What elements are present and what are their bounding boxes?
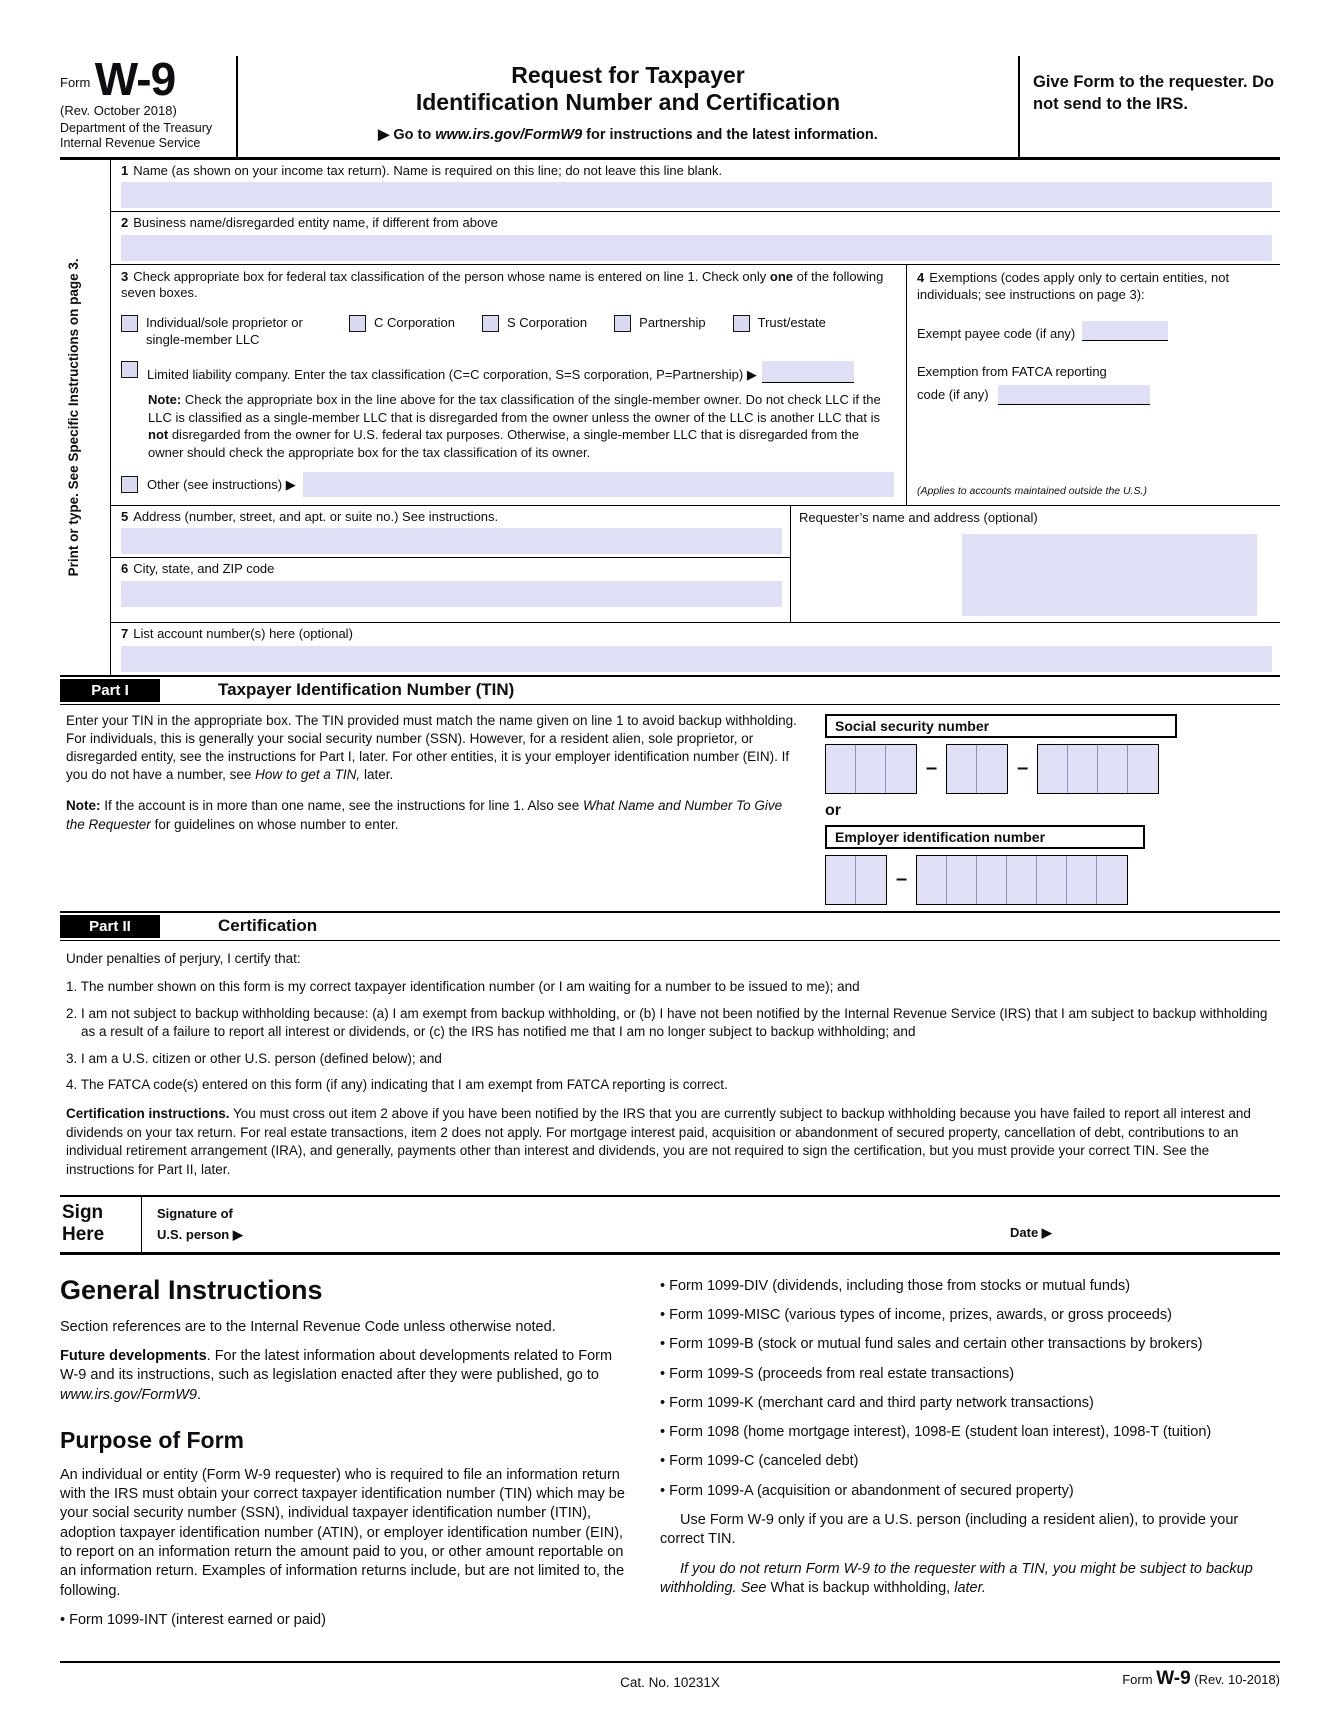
goto-arrow-icon: ▶ Go to xyxy=(378,127,436,144)
line6-number: 6 xyxy=(121,561,129,577)
part-i-title: Taxpayer Identification Number (TIN) xyxy=(218,680,515,700)
ein-cell[interactable] xyxy=(826,856,856,904)
form-title-block xyxy=(238,56,1018,157)
ein-cell[interactable] xyxy=(1007,856,1037,904)
exempt-payee-label: Exempt payee code (if any) xyxy=(917,326,1076,342)
checkbox-s-corporation-label: S Corporation xyxy=(506,315,588,331)
bullet-1099-int: • Form 1099-INT (interest earned or paid) xyxy=(60,1611,326,1628)
line3-label-a: Check appropriate box for federal tax classification of the person whose name is entered on line 1. Check only xyxy=(133,268,770,284)
tin-para2-bold: Note: xyxy=(66,798,101,814)
fatca-label-line2: code (if any) xyxy=(917,387,989,403)
bullet-1098: • Form 1098 (home mortgage interest), 1098-E (student loan interest), 1098-T (tuition) xyxy=(660,1424,1212,1441)
signature-label-line1: Signature of xyxy=(157,1206,233,1222)
purpose-of-form-title: Purpose of Form xyxy=(60,1426,245,1453)
ssn-cell[interactable] xyxy=(977,745,1007,793)
page-footer xyxy=(60,1661,1280,1690)
catalog-number: Cat. No. 10231X xyxy=(620,1674,720,1690)
sign-here-label xyxy=(60,1197,142,1251)
certification-instructions xyxy=(66,1105,1278,1179)
agency-label: Internal Revenue Service xyxy=(60,135,201,150)
city-state-zip-input[interactable] xyxy=(121,581,782,607)
classification-checkbox-row xyxy=(121,315,894,348)
form-word: Form xyxy=(60,75,91,90)
ein-cell[interactable] xyxy=(977,856,1007,904)
line7-label: List account number(s) here (optional) xyxy=(133,626,353,642)
future-developments-link[interactable]: www.irs.gov/FormW9 xyxy=(60,1386,197,1403)
part-i-bar xyxy=(60,675,1280,705)
applies-note: (Applies to accounts maintained outside the U.S.) xyxy=(917,485,1147,498)
account-numbers-input[interactable] xyxy=(121,646,1272,672)
checkbox-llc[interactable] xyxy=(121,361,138,378)
irs-form-link[interactable]: www.irs.gov/FormW9 xyxy=(435,127,583,144)
other-label: Other (see instructions) ▶ xyxy=(147,476,296,492)
tin-para1-b: later. xyxy=(360,767,394,783)
bullet-1099-s: • Form 1099-S (proceeds from real estate transactions) xyxy=(660,1365,1015,1382)
ssn-cell[interactable] xyxy=(1038,745,1068,793)
line7-number: 7 xyxy=(121,626,129,642)
llc-note-a: Check the appropriate box in the line above for the tax classification of the single-member owner. Do not check LLC if the LLC is classified as a single-member LLC that is disregarded from the owner unless the owner of the LLC is another LLC that is xyxy=(148,392,881,425)
certification-item-1: 1. The number shown on this form is my correct taxpayer identification number (or I am waiting for a number to be issued to me); and xyxy=(66,979,860,995)
see-instructions-label: See Specific Instructions on page 3. xyxy=(66,258,81,490)
print-or-type-label: Print or type. xyxy=(66,493,81,577)
tin-entry-area xyxy=(825,712,1280,905)
part-i-badge: Part I xyxy=(60,679,160,702)
part-i-section xyxy=(60,675,1280,911)
general-instructions xyxy=(60,1255,1280,1647)
requester-box xyxy=(790,506,1280,622)
ein-cell[interactable] xyxy=(1037,856,1067,904)
signature-area[interactable] xyxy=(142,1197,1010,1251)
signature-label-line2: U.S. person ▶ xyxy=(157,1226,243,1242)
tin-para1-a: Enter your TIN in the appropriate box. The TIN provided must match the name given on line 1 to avoid backup withholding. For individuals, this is generally your social security number (SSN). However, for a resident alien, sole proprietor, or disregarded entity, see the instructions for Part I, later. For other entities, it is your employer identification number (EIN). If you do not have a number, see xyxy=(66,712,797,783)
certification-item-2: 2. I am not subject to backup withholding because: (a) I am exempt from backup withholding, or (b) I have not been notified by the Internal Revenue Service (IRS) that I am subject to backup withholding as a result of a failure to report all interest or dividends, or (c) the IRS has notified me that I am no longer subject to backup withholding; and xyxy=(66,1005,1268,1040)
certification-instructions-text: You must cross out item 2 above if you have been notified by the IRS that you are currently subject to backup withholding because you have failed to report all interest and dividends on your tax return. For real estate transactions, item 2 does not apply. For mortgage interest paid, acquisition or abandonment of secured property, cancellation of debt, contributions to an individual retirement arrangement (IRA), and generally, payments other than interest and dividends, you are not required to sign the certification, but you must provide your correct TIN. See the instructions for Part II, later. xyxy=(66,1106,1251,1177)
footer-revision: (Rev. 10-2018) xyxy=(1190,1671,1280,1687)
tin-para2-a: If the account is in more than one name, see the instructions for line 1. Also see xyxy=(100,798,584,814)
certification-intro: Under penalties of perjury, I certify that: xyxy=(66,950,301,966)
line4-label: Exemptions (codes apply only to certain entities, not individuals; see instructions on page 3): xyxy=(917,269,1230,302)
line5-address-row xyxy=(111,506,790,558)
certification-instructions-bold: Certification instructions. xyxy=(66,1106,230,1122)
bullet-1099-c: • Form 1099-C (canceled debt) xyxy=(660,1453,859,1470)
other-row xyxy=(121,472,894,497)
checkbox-c-corporation-label: C Corporation xyxy=(374,315,455,331)
goto-instruction xyxy=(246,127,1010,143)
date-area[interactable] xyxy=(1010,1197,1280,1251)
checkbox-partnership-label: Partnership xyxy=(639,315,706,331)
certification-item-3: 3. I am a U.S. citizen or other U.S. person (defined below); and xyxy=(66,1050,442,1066)
line3-label-bold: one xyxy=(769,268,793,284)
bullet-1099-a: • Form 1099-A (acquisition or abandonment of secured property) xyxy=(660,1482,1074,1499)
ssn-label: Social security number xyxy=(825,714,1177,738)
purpose-of-form-para: An individual or entity (Form W-9 requester) who is required to file an information return with the IRS must obtain your correct taxpayer identification number (TIN) which may be your social security number (SSN), individual taxpayer identification number (ITIN), adoption taxpayer identification number (ATIN), or employer identification number (EIN), to report on an information return the amount paid to you, or other amount reportable on an information return. Examples of information returns include, but are not limited to, the following. xyxy=(60,1466,625,1599)
checkbox-other[interactable] xyxy=(121,476,138,493)
ssn-dash: – xyxy=(926,757,938,780)
exempt-payee-input[interactable] xyxy=(1082,321,1168,341)
or-label: or xyxy=(825,801,841,819)
fatca-block xyxy=(917,363,1270,404)
instructions-left-column xyxy=(60,1267,634,1647)
part-ii-section xyxy=(60,911,1280,1196)
bullet-1099-b: • Form 1099-B (stock or mutual fund sales and certain other transactions by brokers) xyxy=(660,1336,1203,1353)
line6-city-row xyxy=(111,558,790,609)
fatca-label-line1: Exemption from FATCA reporting xyxy=(917,364,1107,380)
llc-classification-input[interactable] xyxy=(762,361,854,383)
footer-form-number: W-9 xyxy=(1156,1667,1191,1689)
line2-business-row xyxy=(111,212,1280,264)
bullet-1099-misc: • Form 1099-MISC (various types of income, prizes, awards, or gross proceeds) xyxy=(660,1306,1172,1323)
llc-note-b: disregarded from the owner for U.S. federal tax purposes. Otherwise, a single-member LLC that is disregarded from the owner should check the appropriate box for the tax classification of its owner. xyxy=(148,427,859,460)
backup-withholding-normal: What is backup withholding, xyxy=(770,1579,951,1596)
tin-para1-italic: How to get a TIN, xyxy=(255,767,361,783)
ein-cell[interactable] xyxy=(917,856,947,904)
checkbox-c-corporation[interactable] xyxy=(349,315,366,332)
sign-word: Sign xyxy=(62,1202,104,1224)
line2-label: Business name/disregarded entity name, if different from above xyxy=(133,215,498,231)
line1-number: 1 xyxy=(121,163,129,179)
checkbox-s-corporation[interactable] xyxy=(482,315,499,332)
line5-number: 5 xyxy=(121,509,129,525)
line6-label: City, state, and ZIP code xyxy=(133,561,275,577)
line5-line6-row xyxy=(111,506,1280,623)
future-developments-para xyxy=(60,1347,634,1405)
line1-label: Name (as shown on your income tax return). Name is required on this line; do not leave this line blank. xyxy=(133,163,723,179)
goto-suffix: for instructions and the latest information. xyxy=(582,127,878,144)
give-form-notice: Give Form to the requester. Do not send to the IRS. xyxy=(1018,56,1280,157)
tin-instructions xyxy=(66,712,825,905)
bullet-1099-k: • Form 1099-K (merchant card and third party network transactions) xyxy=(660,1394,1094,1411)
sidebar-vertical-text xyxy=(60,160,110,674)
form-header xyxy=(60,53,1280,160)
fatca-code-input[interactable] xyxy=(998,385,1150,405)
ssn-cells xyxy=(825,744,1280,794)
future-developments-b: . xyxy=(196,1386,201,1403)
certification-text xyxy=(60,941,1280,1196)
ein-dash: – xyxy=(896,868,908,891)
ein-cell[interactable] xyxy=(1067,856,1097,904)
general-instructions-title: General Instructions xyxy=(60,1274,323,1305)
llc-note-bold: Note: xyxy=(148,392,182,408)
ein-cell[interactable] xyxy=(856,856,886,904)
address-input[interactable] xyxy=(121,528,782,554)
ssn-cell[interactable] xyxy=(1098,745,1128,793)
line4-exemptions xyxy=(906,265,1280,505)
line1-name-row xyxy=(111,160,1280,212)
instructions-right-column xyxy=(660,1267,1280,1647)
other-input[interactable] xyxy=(303,472,894,497)
line2-number: 2 xyxy=(121,215,129,231)
checkbox-individual-label: Individual/sole proprietor or single-member LLC xyxy=(146,315,303,347)
ein-label: Employer identification number xyxy=(825,825,1145,849)
checkbox-partnership[interactable] xyxy=(614,315,631,332)
form-identity xyxy=(60,53,238,157)
date-label: Date ▶ xyxy=(1010,1224,1052,1240)
form-title-line1: Request for Taxpayer xyxy=(511,62,745,88)
name-input[interactable] xyxy=(121,182,1272,208)
checkbox-trust-estate[interactable] xyxy=(733,315,750,332)
ssn-cell[interactable] xyxy=(1068,745,1098,793)
part-ii-title: Certification xyxy=(218,916,318,936)
requester-input[interactable] xyxy=(962,534,1257,616)
llc-note xyxy=(148,391,894,461)
part-ii-badge: Part II xyxy=(60,915,160,938)
llc-row xyxy=(121,361,894,383)
form-body xyxy=(60,160,1280,674)
form-title-line2: Identification Number and Certification xyxy=(415,89,841,116)
bullet-1099-div: • Form 1099-DIV (dividends, including those from stocks or mutual funds) xyxy=(660,1277,1131,1294)
backup-withholding-italic-a: If you do not return Form W-9 to the requester with a TIN, you might be subject to backup withholding. See xyxy=(660,1560,1253,1596)
checkbox-individual[interactable] xyxy=(121,315,138,332)
ein-cells xyxy=(825,855,1280,905)
section-references-para: Section references are to the Internal Revenue Code unless otherwise noted. xyxy=(60,1318,556,1335)
footer-form-id xyxy=(1122,1668,1280,1690)
form-number: W-9 xyxy=(94,53,176,105)
here-word: Here xyxy=(62,1223,105,1245)
future-developments-a: . For the latest information about developments related to Form W-9 and its instructions, such as legislation enacted after they were published, go to xyxy=(60,1347,613,1384)
footer-form-word: Form xyxy=(1122,1671,1157,1687)
part-ii-bar xyxy=(60,911,1280,941)
checkbox-trust-estate-label: Trust/estate xyxy=(757,315,826,331)
form-revision: (Rev. October 2018) xyxy=(60,102,177,118)
ssn-cell[interactable] xyxy=(947,745,977,793)
requester-label: Requester’s name and address (optional) xyxy=(799,510,1038,526)
line7-account-row xyxy=(111,623,1280,674)
ein-cell[interactable] xyxy=(947,856,977,904)
ssn-cell[interactable] xyxy=(856,745,886,793)
tin-para2-b: for guidelines on whose number to enter. xyxy=(150,816,399,832)
line5-label: Address (number, street, and apt. or suite no.) See instructions. xyxy=(133,509,499,525)
future-developments-bold: Future developments xyxy=(60,1347,207,1364)
backup-withholding-italic-b: later. xyxy=(950,1579,986,1596)
line3-line4-row xyxy=(111,265,1280,506)
sign-here-row xyxy=(60,1195,1280,1254)
ssn-dash: – xyxy=(1017,757,1029,780)
ssn-cell[interactable] xyxy=(1128,745,1158,793)
line3-classification xyxy=(111,265,906,505)
ssn-cell[interactable] xyxy=(886,745,916,793)
use-form-para: Use Form W-9 only if you are a U.S. person (including a resident alien), to provide your correct TIN. xyxy=(660,1511,1239,1548)
certification-item-4: 4. The FATCA code(s) entered on this form (if any) indicating that I am exempt from FATCA reporting is correct. xyxy=(66,1076,728,1092)
line3-number: 3 xyxy=(121,268,129,284)
line3-label-b: of the following seven boxes. xyxy=(121,268,884,300)
business-name-input[interactable] xyxy=(121,235,1272,261)
backup-withholding-para xyxy=(660,1560,1280,1599)
line4-number: 4 xyxy=(917,269,925,285)
llc-label: Limited liability company. Enter the tax classification (C=C corporation, S=S corporation, P=Partnership) ▶ xyxy=(147,367,757,383)
department-label: Department of the Treasury xyxy=(60,120,213,135)
llc-note-bold2: not xyxy=(148,427,169,443)
ein-cell[interactable] xyxy=(1097,856,1127,904)
tin-para2-italic: What Name and Number To Give the Requester xyxy=(66,798,783,832)
ssn-cell[interactable] xyxy=(826,745,856,793)
